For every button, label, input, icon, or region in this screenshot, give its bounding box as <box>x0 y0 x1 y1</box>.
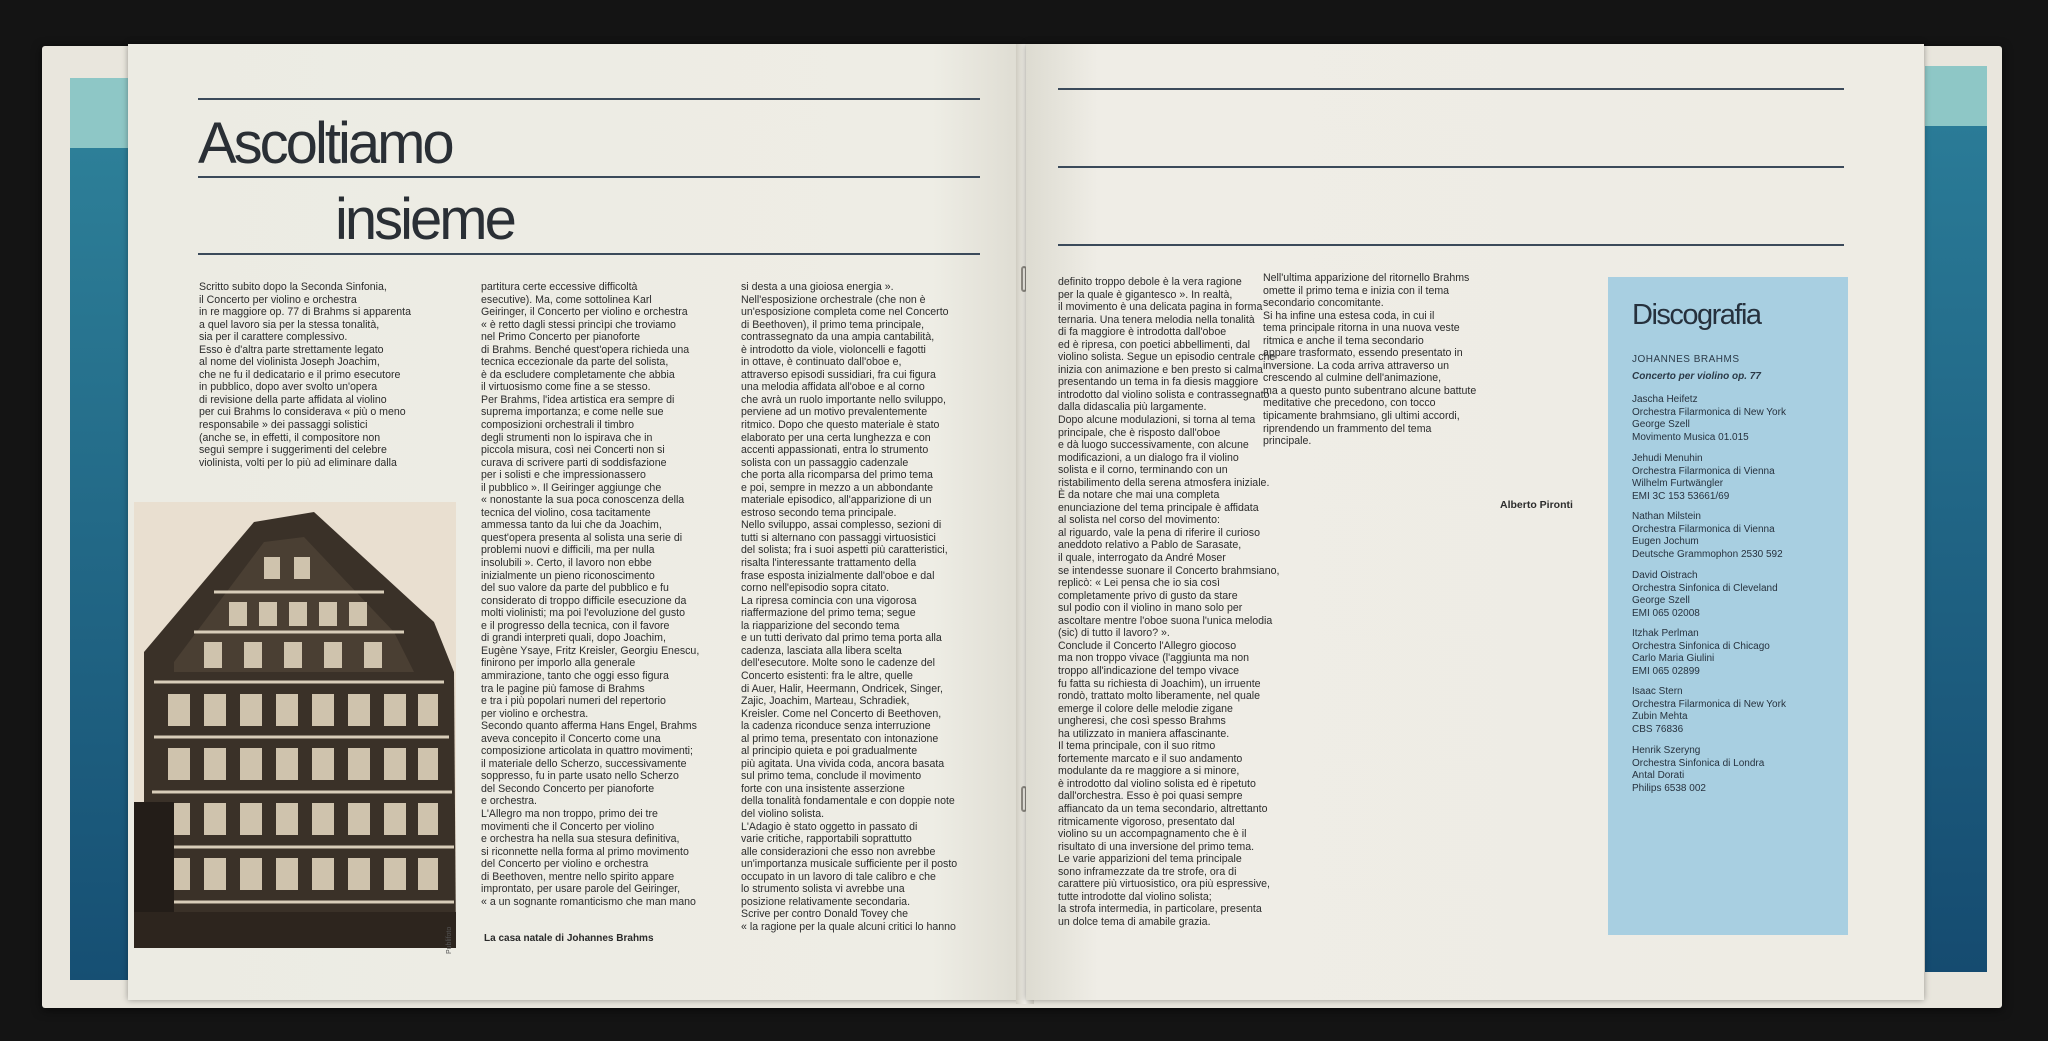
text-line: ritmicamente vigoroso, presentato dal <box>1058 815 1235 828</box>
text-line: un'importanza musicale sufficiente per il posto <box>741 858 958 871</box>
text-line: Secondo quanto afferma Hans Engel, Brahms <box>481 720 697 733</box>
discography-title: Discografia <box>1632 299 1761 331</box>
author-signature: Alberto Pironti <box>1500 499 1573 511</box>
text-line: al solista nel corso del movimento: <box>1058 514 1220 527</box>
page-title-line2: insieme <box>335 187 514 252</box>
text-line: di Auer, Halir, Heermann, Ondricek, Singer, <box>741 682 943 695</box>
text-line: la riapparizione del secondo tema <box>741 619 900 632</box>
text-line: al primo tema, presentato con intonazione <box>741 732 939 745</box>
header-bottom-rule <box>198 253 980 255</box>
text-line: suprema importanza; e come nelle sue <box>481 406 664 419</box>
text-line: risalta l'interessante trattamento della <box>741 557 917 570</box>
text-line: seguì sempre i suggerimenti del celebre <box>199 444 387 457</box>
discography-label: EMI 065 02008 <box>1632 607 1700 619</box>
text-line: è introdotto dal violino solista ed è ripetuto <box>1058 777 1256 790</box>
text-line: del Secondo Concerto per pianoforte <box>481 782 655 795</box>
text-line: che ne fu il dedicatario e il primo esecutore <box>199 368 401 381</box>
discography-entry <box>1632 570 1778 620</box>
discography-work: Concerto per violino op. 77 <box>1632 371 1761 382</box>
text-line: Si ha infine una estesa coda, in cui il <box>1263 309 1435 322</box>
text-line: ritmico. Dopo che questo materiale è stato <box>741 419 940 432</box>
text-line: materiale episodico, all'apparizione di un <box>741 494 932 507</box>
text-line: ungheresi, che così spesso Brahms <box>1058 715 1226 728</box>
text-line: Scrive per contro Donald Tovey che <box>741 908 909 921</box>
text-line: della tonalità fondamentale e con doppie note <box>741 795 955 808</box>
text-line: problemi nuovi e difficili, ma per nulla <box>481 544 655 557</box>
text-line: al riguardo, vale la pena di riferire il curioso <box>1058 526 1260 539</box>
discography-soloist: Jehudi Menuhin <box>1632 453 1703 464</box>
text-line: del Concerto per violino e orchestra <box>481 858 649 871</box>
discography-label: Movimento Musica 01.015 <box>1632 431 1749 443</box>
text-line: di fa maggiore è introdotta dall'oboe <box>1058 326 1227 339</box>
discography-orchestra: Orchestra Sinfonica di Londra <box>1632 757 1765 769</box>
text-line: sia per il carattere complessivo. <box>199 331 348 344</box>
text-line: del violino solista. <box>741 807 825 820</box>
text-line: si riconnette nella forma al primo movimento <box>481 845 689 858</box>
discography-orchestra: Orchestra Sinfonica di Cleveland <box>1632 582 1778 594</box>
text-line: una melodia affidata all'oboe e al corno <box>741 381 925 394</box>
text-line: forte con una insistente asserzione <box>741 782 905 795</box>
text-line: Dopo alcune modulazioni, si torna al tema <box>1058 414 1256 427</box>
text-line: Nello sviluppo, assai complesso, sezioni di <box>741 519 942 532</box>
text-line: a quel lavoro sia per la stessa tonalità, <box>199 318 380 331</box>
text-line: Conclude il Concerto l'Allegro giocoso <box>1058 639 1237 652</box>
text-line: partitura certe eccessive difficoltà <box>481 281 638 293</box>
text-line: Zajic, Joachim, Marteau, Schradiek, <box>741 695 910 708</box>
discography-soloist: Henrik Szeryng <box>1632 745 1701 756</box>
text-line: rondò, trattato molto liberamente, nel quale <box>1058 690 1260 703</box>
text-line: finirono per imporlo alla generale <box>481 657 636 670</box>
text-line: movimenti che il Concerto per violino <box>481 820 655 833</box>
text-line: è introdotto da viole, violoncelli e fagotti <box>741 343 926 356</box>
text-line: per violino e orchestra. <box>481 707 589 720</box>
text-column-1 <box>199 281 411 469</box>
text-line: e poi, sempre in mezzo a un abbondante <box>741 481 933 494</box>
discography-composer: JOHANNES BRAHMS <box>1632 354 1740 365</box>
text-line: tra le pagine più famose di Brahms <box>481 682 645 695</box>
text-line: L'Allegro ma non troppo, primo dei tre <box>481 807 658 820</box>
text-column-3 <box>741 281 957 933</box>
text-line: accenti appassionati, entra lo strumento <box>741 444 929 457</box>
text-line: fortemente marcato e il suo andamento <box>1058 752 1243 765</box>
text-line: la strofa intermedia, in particolare, presenta <box>1058 903 1262 916</box>
discography-soloist: Itzhak Perlman <box>1632 628 1699 639</box>
text-line: violino solista. Segue un episodio centrale che <box>1058 351 1276 364</box>
text-line: se intendesse suonare il Concerto brahmsiano, <box>1058 564 1280 577</box>
text-line: per i solisti e che impressionassero <box>481 469 646 482</box>
text-line: meditative che precedono, con tocco <box>1263 397 1436 410</box>
top-rule <box>1058 88 1844 90</box>
text-line: solista con un passaggio cadenzale <box>741 456 909 469</box>
discography-conductor: Eugen Jochum <box>1632 536 1699 547</box>
text-line: « la ragione per la quale alcuni critici lo hanno <box>741 920 956 933</box>
text-line: ma non troppo vivace (l'aggiunta ma non <box>1058 652 1250 665</box>
text-line: piccola misura, così nei Concerti non si <box>481 444 665 457</box>
discography-label: EMI 065 02899 <box>1632 665 1700 677</box>
text-line: il quale, interrogato da André Moser <box>1058 552 1226 565</box>
text-line: molti violinisti; ma poi l'evoluzione del gusto <box>481 607 685 620</box>
text-line: al nome del violinista Joseph Joachim, <box>199 356 380 369</box>
text-line: nel Primo Concerto per pianoforte <box>481 331 640 344</box>
text-line: tipicamente brahmsiano, gli ultimi accordi, <box>1263 410 1460 423</box>
discography-entry <box>1632 394 1786 444</box>
text-line: insolubili ». Certo, il lavoro non ebbe <box>481 557 652 570</box>
text-line: riaffermazione del primo tema; segue <box>741 607 916 620</box>
discography-label: Philips 6538 002 <box>1632 782 1706 794</box>
text-line: il Concerto per violino e orchestra <box>199 293 357 306</box>
text-line: alle considerazioni che esso non avrebbe <box>741 845 936 858</box>
discography-entry <box>1632 511 1783 561</box>
text-line: risultato di una inversione del primo tema. <box>1058 840 1255 853</box>
text-line: definito troppo debole è la vera ragione <box>1058 276 1242 288</box>
text-line: il pubblico ». Il Geiringer aggiunge che <box>481 481 662 494</box>
text-line: tecnica del violino, cosa tacitamente <box>481 506 651 519</box>
discography-entry <box>1632 686 1786 736</box>
text-line: sono inframezzate da tre strofe, ora di <box>1058 865 1237 878</box>
text-line: dall'orchestra. Esso è poi quasi sempre <box>1058 790 1243 803</box>
text-line: ritmica e anche il tema secondario <box>1263 334 1424 347</box>
text-line: più agitata. Una vivida coda, ancora basata <box>741 757 945 770</box>
text-line: emerge il colore delle melodie zigane <box>1058 702 1233 715</box>
text-line: ristabilimento della serena atmosfera iniziale. <box>1058 476 1270 489</box>
text-line: e un tutti derivato dal primo tema porta alla <box>741 632 942 645</box>
discography-label: EMI 3C 153 53661/69 <box>1632 490 1730 502</box>
text-line: corno nell'episodio sopra citato. <box>741 582 890 595</box>
text-line: crescendo al culmine dell'animazione, <box>1263 372 1442 385</box>
text-line: principale, che è risposto dall'oboe <box>1058 426 1221 439</box>
discography-soloist: David Oistrach <box>1632 570 1698 581</box>
text-line: lo strumento solista vi avrebbe una <box>741 883 905 896</box>
text-line: introdotto dal violino solista e contrassegnato <box>1058 388 1270 401</box>
text-line: Per Brahms, l'idea artistica era sempre di <box>481 393 675 406</box>
text-line: troppo all'indicazione del tempo vivace <box>1058 664 1240 677</box>
text-line: degli strumenti non lo ispirava che in <box>481 431 653 444</box>
text-line: Esso è d'altra parte strettamente legato <box>199 343 384 356</box>
text-line: del solista; fra i suoi aspetti più caratteristici, <box>741 544 948 557</box>
text-line: « nonostante la sua poca conoscenza della <box>481 494 685 507</box>
text-line: di grandi interpreti quali, dopo Joachim, <box>481 632 666 645</box>
text-line: del suo valore da parte del pubblico e fu <box>481 582 669 595</box>
text-line: dell'esecutore. Molte sono le cadenze del <box>741 657 936 670</box>
booklet <box>128 44 1924 1004</box>
text-line: tema principale ritorna in una nuova veste <box>1263 322 1460 335</box>
text-line: che porta alla ricomparsa del primo tema <box>741 469 933 482</box>
text-line: curava di scrivere parti di soddisfazione <box>481 456 667 469</box>
discography-orchestra: Orchestra Sinfonica di Chicago <box>1632 640 1770 652</box>
discography-conductor: George Szell <box>1632 419 1690 430</box>
text-line: al principio quieta e poi gradualmente <box>741 745 918 758</box>
discography-label: Deutsche Grammophon 2530 592 <box>1632 548 1783 560</box>
text-line: ammessa tanto da lui che da Joachim, <box>481 519 662 532</box>
discography-orchestra: Orchestra Filarmonica di New York <box>1632 698 1786 710</box>
text-line: frase esposta inizialmente dall'oboe e dal <box>741 569 935 582</box>
text-line: perviene ad un motivo prevalentemente <box>741 406 928 419</box>
text-line: tutte introdotte dal violino solista; <box>1058 890 1212 903</box>
discography-orchestra: Orchestra Filarmonica di Vienna <box>1632 465 1775 477</box>
text-line: un dolce tema di amabile grazia. <box>1058 915 1211 928</box>
text-line: ma a questo punto subentrano alcune battute <box>1263 384 1477 397</box>
text-line: tecnica eccezionale da parte del solista, <box>481 356 669 369</box>
text-line: e dà luogo successivamente, con alcune <box>1058 439 1249 452</box>
text-line: composizioni orchestrali il timbro <box>481 419 635 432</box>
text-line: È da notare che mai una completa <box>1058 489 1220 502</box>
discography-entry <box>1632 628 1770 678</box>
text-line: sul primo tema, conclude il movimento <box>741 770 922 783</box>
text-line: quest'opera presenta al solista una serie di <box>481 531 683 544</box>
text-line: fu fatta su richiesta di Joachim), un irruente <box>1058 677 1261 690</box>
text-line: in pubblico, dopo aver svolto un'opera <box>199 381 378 394</box>
text-line: principale. <box>1263 435 1312 448</box>
text-line: Le varie apparizioni del tema principale <box>1058 853 1242 866</box>
text-line: considerato di troppo difficile esecuzione da <box>481 594 687 607</box>
text-line: contrassegnato da una ampia cantabilità, <box>741 331 935 344</box>
text-line: in re maggiore op. 77 di Brahms si apparenta <box>199 306 411 319</box>
text-line: ed è ripresa, con poetici abbellimenti, dal <box>1058 338 1250 351</box>
text-line: enunciazione del tema principale è affidata <box>1058 501 1259 514</box>
left-page <box>128 44 1022 1000</box>
text-line: un'esposizione completa come nel Concerto <box>741 306 949 319</box>
photo-caption: La casa natale di Johannes Brahms <box>484 933 654 944</box>
text-line: tutti si alternano con passaggi virtuosistici <box>741 531 936 544</box>
sleeve-blue-band-right <box>1925 66 1987 972</box>
text-line: carattere più virtuosistico, ora più espressive, <box>1058 878 1270 891</box>
text-line: il materiale dello Scherzo, successivamente <box>481 757 687 770</box>
text-line: Nell'esposizione orchestrale (che non è <box>741 293 926 306</box>
page-title-line1: Ascoltiamo <box>198 111 452 176</box>
text-line: sul podio con il violino in mano solo per <box>1058 602 1243 615</box>
text-line: secondario concomitante. <box>1263 297 1384 310</box>
text-line: per la quale è gigantesco ». In realtà, <box>1058 288 1233 301</box>
text-line: soppresso, fu in parte usato nello Scherzo <box>481 770 679 783</box>
text-line: per cui Brahms lo considerava « più o meno <box>199 406 406 419</box>
text-line: aveva concepito il Concerto come una <box>481 732 661 745</box>
text-line: inizialmente un pieno riconoscimento <box>481 569 655 582</box>
text-line: e tra i più popolari numeri del repertorio <box>481 695 666 708</box>
discography-orchestra: Orchestra Filarmonica di Vienna <box>1632 523 1775 535</box>
text-line: di revisione della parte affidata al violino <box>199 393 387 406</box>
discography-orchestra: Orchestra Filarmonica di New York <box>1632 406 1786 418</box>
discography-soloist: Nathan Milstein <box>1632 511 1701 522</box>
text-line: presentando un tema in fa diesis maggiore <box>1058 376 1259 389</box>
text-line: ammirazione, tanto che oggi esso figura <box>481 669 669 682</box>
text-line: (anche se, in effetti, il compositore non <box>199 431 381 444</box>
discography-label: CBS 76836 <box>1632 723 1684 735</box>
discography-box <box>1608 277 1848 935</box>
text-line: elaborato per una certa lunghezza e con <box>741 431 931 444</box>
text-line: improntato, per usare parole del Geiringer, <box>481 883 681 896</box>
discography-entry <box>1632 745 1764 795</box>
middle-rule <box>1058 166 1844 168</box>
text-line: e il progresso della tecnica, con il favore <box>481 619 670 632</box>
text-line: e orchestra ha nella sua stesura definitiva, <box>481 833 680 846</box>
text-line: riprendendo un frammento del tema <box>1263 422 1432 435</box>
text-line: esecutive). Ma, come sottolinea Karl <box>481 293 652 306</box>
photo-credit: Publifoto <box>446 926 453 954</box>
text-line: L'Adagio è stato oggetto in passato di <box>741 820 918 833</box>
text-line: (sic) di tutto il lavoro? ». <box>1058 627 1170 640</box>
text-line: ascoltare mentre l'oboe suona l'unica melodia <box>1058 614 1273 627</box>
text-column-2 <box>481 281 699 908</box>
text-column-4 <box>1058 276 1279 928</box>
text-line: Kreisler. Come nel Concerto di Beethoven, <box>741 707 942 720</box>
discography-soloist: Jascha Heifetz <box>1632 394 1698 405</box>
text-line: attraverso episodi sussidiari, fra cui figura <box>741 368 936 381</box>
text-line: estroso secondo tema principale. <box>741 506 897 519</box>
text-line: il movimento è una delicata pagina in forma <box>1058 301 1263 314</box>
text-line: affiancato da un tema secondario, altrettanto <box>1058 802 1268 815</box>
text-line: composizione articolata in quattro movimenti; <box>481 745 693 758</box>
brahms-birthplace-photo <box>134 502 456 948</box>
text-line: in ottave, è continuato dall'oboe e, <box>741 356 902 369</box>
text-line: posizione relativamente secondaria. <box>741 895 911 908</box>
text-line: la cadenza riconduce senza interruzione <box>741 720 931 733</box>
text-column-5 <box>1263 272 1476 448</box>
text-line: e orchestra. <box>481 795 537 808</box>
text-line: Nell'ultima apparizione del ritornello Brahms <box>1263 272 1470 284</box>
text-line: « è retto dagli stessi princìpi che troviamo <box>481 318 676 331</box>
text-line: appare trasformato, essendo presentato in <box>1263 347 1463 360</box>
text-line: Il tema principale, con il suo ritmo <box>1058 740 1216 753</box>
text-line: omette il primo tema e inizia con il tema <box>1263 284 1450 297</box>
text-line: Scritto subito dopo la Seconda Sinfonia, <box>199 281 387 293</box>
text-line: ha utilizzato in maniera affascinante. <box>1058 727 1230 740</box>
text-line: violino su un accompagnamento che è il <box>1058 828 1247 841</box>
text-line: modulante da re maggiore a si minore, <box>1058 765 1240 778</box>
text-line: di Beethoven), il primo tema principale, <box>741 318 925 331</box>
text-line: Eugène Ysaye, Fritz Kreisler, Georgiu Enescu, <box>481 644 700 657</box>
discography-conductor: Zubin Mehta <box>1632 711 1688 722</box>
discography-entry <box>1632 453 1775 503</box>
text-line: violinista, volti per lo più ad eliminare dalla <box>199 456 397 469</box>
text-line: Geiringer, il Concerto per violino e orchestra <box>481 306 688 319</box>
text-line: dalla didascalia più largamente. <box>1058 401 1207 414</box>
text-line: inversione. La coda arriva attraverso un <box>1263 359 1450 372</box>
discography-soloist: Isaac Stern <box>1632 686 1683 697</box>
text-line: occupato in un lavoro di tale calibro e che <box>741 870 936 883</box>
text-line: solista e il corno, terminando con un <box>1058 464 1228 477</box>
text-line: è da escludere completamente che abbia <box>481 368 675 381</box>
text-line: ternaria. Una tenera melodia nella tonalità <box>1058 313 1255 326</box>
text-line: aneddoto relativo a Pablo de Sarasate, <box>1058 539 1242 552</box>
text-line: La ripresa comincia con una vigorosa <box>741 594 917 607</box>
text-line: il virtuosismo come fine a se stesso. <box>481 381 651 394</box>
top-rule <box>198 98 980 100</box>
text-line: modificazioni, a un dialogo fra il violino <box>1058 451 1239 464</box>
text-line: di Brahms. Benché quest'opera richieda una <box>481 343 690 356</box>
text-line: inizia con animazione e ben presto si calma <box>1058 363 1263 376</box>
text-line: « a un sognante romanticismo che man mano <box>481 895 696 908</box>
header-bottom-rule <box>1058 244 1844 246</box>
discography-conductor: Carlo Maria Giulini <box>1632 653 1715 664</box>
text-line: varie critiche, rapportabili soprattutto <box>741 833 912 846</box>
text-line: completamente privo di gusto da stare <box>1058 589 1238 602</box>
text-line: che avrà un ruolo importante nello sviluppo, <box>741 393 946 406</box>
text-line: cadenza, lasciata alla libera scelta <box>741 644 902 657</box>
discography-conductor: Antal Dorati <box>1632 770 1685 781</box>
text-line: responsabile » dei passaggi solistici <box>199 419 368 432</box>
text-line: Concerto esistenti: fra le altre, quelle <box>741 669 913 682</box>
text-line: si desta a una gioiosa energia ». <box>741 281 894 293</box>
discography-conductor: George Szell <box>1632 595 1690 606</box>
text-line: replicò: « Lei pensa che io sia così <box>1058 577 1220 590</box>
discography-conductor: Wilhelm Furtwängler <box>1632 478 1724 489</box>
text-line: di Beethoven, mentre nello spirito appare <box>481 870 675 883</box>
